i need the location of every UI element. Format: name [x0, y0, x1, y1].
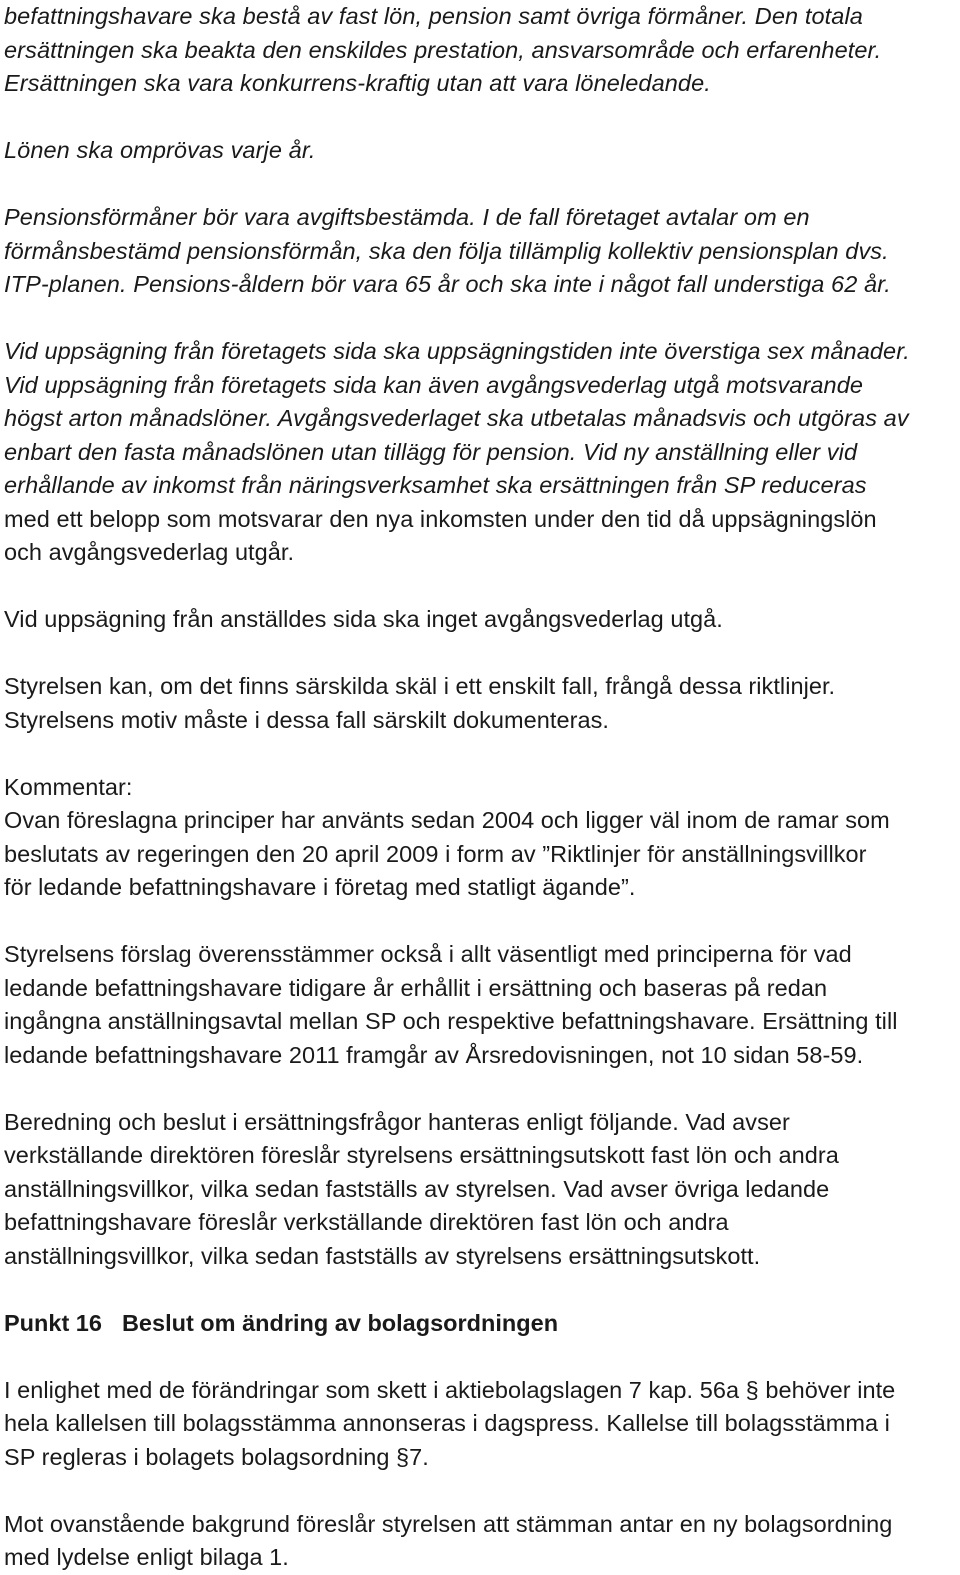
paragraph-proposal [4, 1508, 954, 1575]
text-line: ITP-planen. Pensions-åldern bör vara 65 år och ska inte i något fall understiga 62 år. [4, 271, 891, 297]
text-line: verkställande direktören föreslår styrelsens ersättningsutskott fast lön och andra [4, 1142, 839, 1168]
text-line: förmånsbestämd pensionsförmån, ska den följa tillämplig kollektiv pensionsplan dvs. [4, 237, 889, 264]
section-heading [4, 1307, 954, 1341]
text-line: med ett belopp som motsvarar den nya inkomsten under den tid då uppsägningslön [4, 505, 877, 532]
document-page [4, 0, 954, 1575]
text-line: Lönen ska omprövas varje år. [4, 137, 316, 163]
comment-heading: Kommentar: [4, 773, 133, 800]
paragraph-salary-review [4, 134, 954, 168]
paragraph-comment [4, 771, 954, 905]
paragraph-compensation [4, 0, 954, 101]
text-line: I enlighet med de förändringar som skett i aktiebolagslagen 7 kap. 56a § behöver inte [4, 1376, 896, 1403]
text-line: hela kallelsen till bolagsstämma annonseras i dagspress. Kallelse till bolagsstämma i [4, 1410, 890, 1436]
paragraph-board-deviation [4, 670, 954, 737]
text-line: beslutats av regeringen den 20 april 2009 i form av ”Riktlinjer för anställningsvillkor [4, 840, 867, 867]
paragraph-articles-change [4, 1374, 954, 1475]
section-number: Punkt 16 [4, 1309, 102, 1336]
text-line: befattningshavare föreslår verkställande direktören fast lön och andra [4, 1209, 729, 1235]
text-line: enbart den fasta månadslönen utan tillägg för pension. Vid ny anställning eller vid [4, 438, 858, 465]
text-line: Ersättningen ska vara konkurrens-kraftig utan att vara löneledande. [4, 70, 711, 96]
text-line: Mot ovanstående bakgrund föreslår styrelsen att stämman antar en ny bolagsordning [4, 1510, 893, 1537]
paragraph-employee-resignation [4, 603, 954, 637]
text-line: Styrelsen kan, om det finns särskilda skäl i ett enskilt fall, frångå dessa riktlinjer. [4, 673, 836, 699]
paragraph-termination [4, 335, 954, 570]
text-line: Vid uppsägning från företagets sida kan även avgångsvederlag utgå motsvarande [4, 371, 864, 398]
text-line: ersättningen ska beakta den enskildes prestation, ansvarsområde och erfarenheter. [4, 36, 882, 63]
text-line: ledande befattningshavare tidigare år erhållit i ersättning och baseras på redan [4, 974, 828, 1001]
text-line: Vid uppsägning från anställdes sida ska inget avgångsvederlag utgå. [4, 606, 723, 632]
paragraph-preparation [4, 1106, 954, 1274]
text-line: anställningsvillkor, vilka sedan fastställs av styrelsen. Vad avser övriga ledande [4, 1175, 830, 1202]
text-line: med lydelse enligt bilaga 1. [4, 1544, 289, 1570]
paragraph-pension [4, 201, 954, 302]
text-line: Vid uppsägning från företagets sida ska uppsägningstiden inte överstiga sex månader. [4, 338, 910, 364]
text-line: ledande befattningshavare 2011 framgår av Årsredovisningen, not 10 sidan 58-59. [4, 1041, 864, 1068]
section-title: Beslut om ändring av bolagsordningen [121, 1309, 559, 1336]
text-line: SP regleras i bolagets bolagsordning §7. [4, 1443, 429, 1470]
text-line: anställningsvillkor, vilka sedan fastställs av styrelsens ersättningsutskott. [4, 1242, 761, 1269]
text-line: Styrelsens motiv måste i dessa fall särskilt dokumenteras. [4, 706, 609, 733]
text-line: högst arton månadslöner. Avgångsvederlaget ska utbetalas månadsvis och utgöras av [4, 405, 909, 431]
text-line: Pensionsförmåner bör vara avgiftsbestämda. I de fall företaget avtalar om en [4, 204, 810, 230]
text-line: befattningshavare ska bestå av fast lön, pension samt övriga förmåner. Den totala [4, 3, 863, 29]
text-line: Ovan föreslagna principer har använts sedan 2004 och ligger väl inom de ramar som [4, 807, 890, 833]
text-line: Styrelsens förslag överensstämmer också i allt väsentligt med principerna för vad [4, 941, 852, 967]
text-line: ingångna anställningsavtal mellan SP och respektive befattningshavare. Ersättning till [4, 1008, 898, 1034]
text-line: Beredning och beslut i ersättningsfrågor hanteras enligt följande. Vad avser [4, 1108, 790, 1135]
text-line: för ledande befattningshavare i företag med statligt ägande”. [4, 874, 636, 900]
text-line: och avgångsvederlag utgår. [4, 539, 295, 565]
text-line: erhållande av inkomst från näringsverksamhet ska ersättningen från SP reduceras [4, 472, 867, 498]
paragraph-board-proposal [4, 938, 954, 1072]
